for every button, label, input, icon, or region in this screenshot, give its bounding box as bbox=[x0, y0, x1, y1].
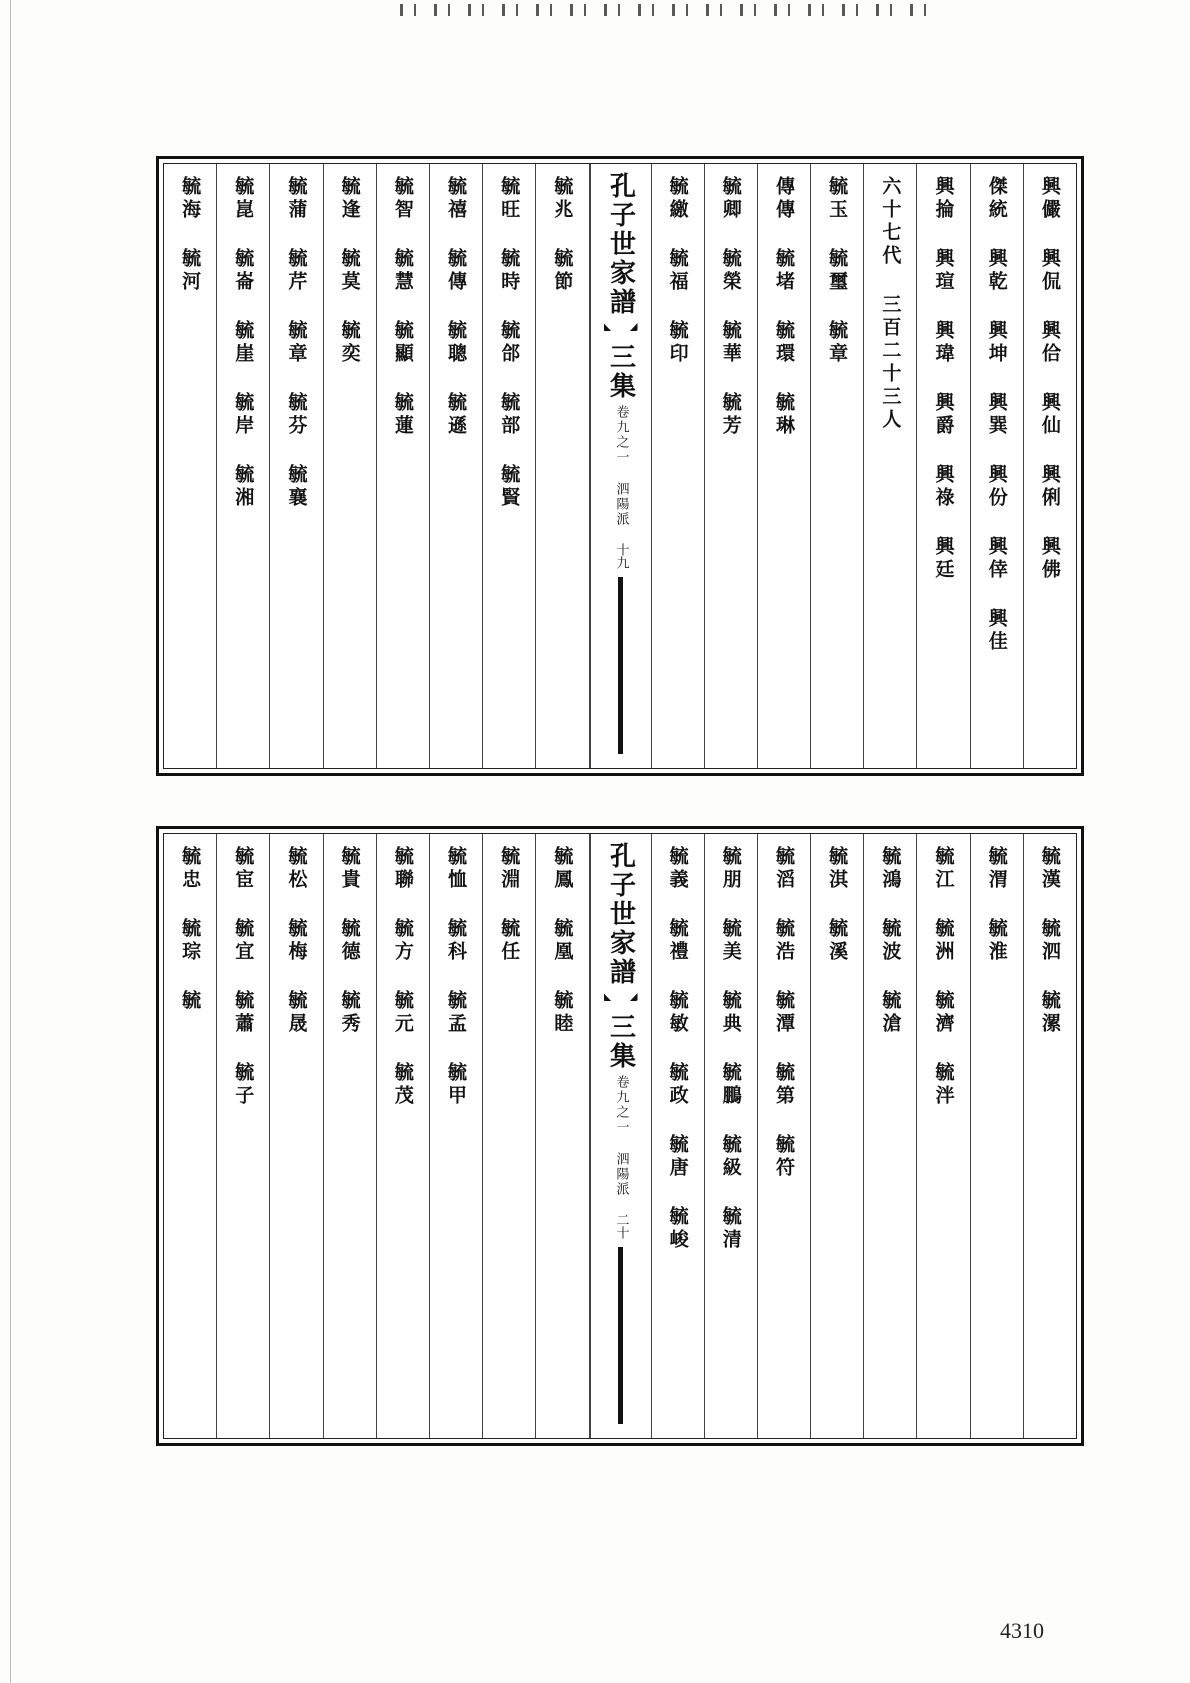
column-l3 bbox=[430, 164, 483, 768]
column-r4 bbox=[864, 164, 917, 768]
entry-text: 毓淵 毓任 bbox=[498, 846, 521, 964]
entry-text: 毓智 毓慧 毓顯 毓蓮 bbox=[391, 176, 414, 438]
column-l8 bbox=[164, 834, 217, 1438]
generation-heading: 六十七代 三百二十三人 bbox=[879, 176, 902, 432]
book-title: 孔子世家譜 bbox=[605, 842, 636, 987]
entry-text: 毓貴 毓德 毓秀 bbox=[338, 846, 361, 1036]
entry-text: 毓宦 毓宜 毓蕭 毓子 bbox=[232, 846, 255, 1108]
entry-text: 毓崑 毓崙 毓崖 毓岸 毓湘 bbox=[232, 176, 255, 510]
column-r6 bbox=[758, 834, 811, 1438]
fishtail-mark-icon bbox=[604, 993, 638, 1011]
column-r2 bbox=[971, 164, 1024, 768]
entry-text: 興掄 興瑄 興瑋 興爵 興祿 興廷 bbox=[932, 176, 955, 582]
volume-label: 三集 bbox=[605, 343, 636, 401]
column-l3 bbox=[430, 834, 483, 1438]
column-l2 bbox=[483, 834, 536, 1438]
column-r8 bbox=[652, 834, 705, 1438]
entry-text: 毓朋 毓美 毓典 毓鵬 毓級 毓清 bbox=[719, 846, 742, 1252]
entry-text: 毓江 毓洲 毓濟 毓泮 bbox=[932, 846, 955, 1108]
entry-text: 興儼 興侃 興佮 興仙 興俐 興佛 bbox=[1038, 176, 1061, 582]
section-label: 卷九之一 泗陽派 bbox=[613, 405, 629, 527]
column-l1 bbox=[536, 164, 589, 768]
center-rule bbox=[618, 577, 623, 754]
column-l5 bbox=[324, 834, 377, 1438]
column-l2 bbox=[483, 164, 536, 768]
folio-number: 二十 bbox=[613, 1213, 629, 1239]
entry-text: 傳傳 毓堵 毓環 毓琳 bbox=[772, 176, 795, 438]
column-r1 bbox=[1024, 834, 1076, 1438]
column-l7 bbox=[217, 834, 270, 1438]
genealogy-panel-1 bbox=[156, 156, 1084, 776]
entry-text: 毓義 毓禮 毓敏 毓政 毓唐 毓峻 bbox=[666, 846, 689, 1252]
entry-text: 毓禧 毓傳 毓聰 毓遜 bbox=[445, 176, 468, 438]
column-r5 bbox=[811, 834, 864, 1438]
volume-label: 三集 bbox=[605, 1013, 636, 1071]
column-l6 bbox=[270, 164, 323, 768]
column-l5 bbox=[324, 164, 377, 768]
column-r1 bbox=[1024, 164, 1076, 768]
folio-number: 十九 bbox=[613, 543, 629, 569]
fishtail-mark-icon bbox=[604, 323, 638, 341]
scan-edge bbox=[10, 0, 11, 1683]
column-r8 bbox=[652, 164, 705, 768]
column-l6 bbox=[270, 834, 323, 1438]
entry-text: 毓海 毓河 bbox=[179, 176, 202, 294]
column-r7 bbox=[705, 834, 758, 1438]
entry-text: 毓松 毓梅 毓晟 bbox=[285, 846, 308, 1036]
genealogy-panel-2 bbox=[156, 826, 1084, 1446]
column-l7 bbox=[217, 164, 270, 768]
entry-text: 傑統 興乾 興坤 興巽 興份 興倖 興佳 bbox=[985, 176, 1008, 654]
center-title-column bbox=[590, 164, 652, 768]
entry-text: 毓玉 毓璽 毓章 bbox=[826, 176, 849, 366]
column-l4 bbox=[377, 164, 430, 768]
entry-text: 毓渭 毓淮 bbox=[985, 846, 1008, 964]
entry-text: 毓繳 毓福 毓印 bbox=[666, 176, 689, 366]
column-r5 bbox=[811, 164, 864, 768]
entry-text: 毓旺 毓時 毓郃 毓部 毓賢 bbox=[498, 176, 521, 510]
entry-text: 毓淇 毓溪 bbox=[826, 846, 849, 964]
entry-text: 毓逢 毓莫 毓奕 bbox=[338, 176, 361, 366]
column-r4 bbox=[864, 834, 917, 1438]
entry-text: 毓忠 毓琮 毓 bbox=[179, 846, 202, 1013]
column-r2 bbox=[971, 834, 1024, 1438]
book-title: 孔子世家譜 bbox=[605, 172, 636, 317]
entry-text: 毓兆 毓節 bbox=[551, 176, 574, 294]
section-label: 卷九之一 泗陽派 bbox=[613, 1075, 629, 1197]
center-rule bbox=[618, 1247, 623, 1424]
column-l8 bbox=[164, 164, 217, 768]
column-r7 bbox=[705, 164, 758, 768]
entry-text: 毓卿 毓榮 毓華 毓芳 bbox=[719, 176, 742, 438]
entry-text: 毓鴻 毓波 毓滄 bbox=[879, 846, 902, 1036]
column-r3 bbox=[917, 834, 970, 1438]
column-l1 bbox=[536, 834, 589, 1438]
entry-text: 毓滔 毓浩 毓潭 毓第 毓符 bbox=[772, 846, 795, 1180]
entry-text: 毓聯 毓方 毓元 毓茂 bbox=[391, 846, 414, 1108]
column-r3 bbox=[917, 164, 970, 768]
entry-text: 毓漢 毓泗 毓漯 bbox=[1038, 846, 1061, 1036]
cropped-header-remnant bbox=[400, 4, 940, 16]
page-number: 4310 bbox=[1000, 1618, 1044, 1643]
entry-text: 毓恤 毓科 毓孟 毓甲 bbox=[445, 846, 468, 1108]
entry-text: 毓蒲 毓芹 毓章 毓芬 毓襄 bbox=[285, 176, 308, 510]
center-title-column bbox=[590, 834, 652, 1438]
column-l4 bbox=[377, 834, 430, 1438]
entry-text: 毓鳳 毓凰 毓睦 bbox=[551, 846, 574, 1036]
column-r6 bbox=[758, 164, 811, 768]
